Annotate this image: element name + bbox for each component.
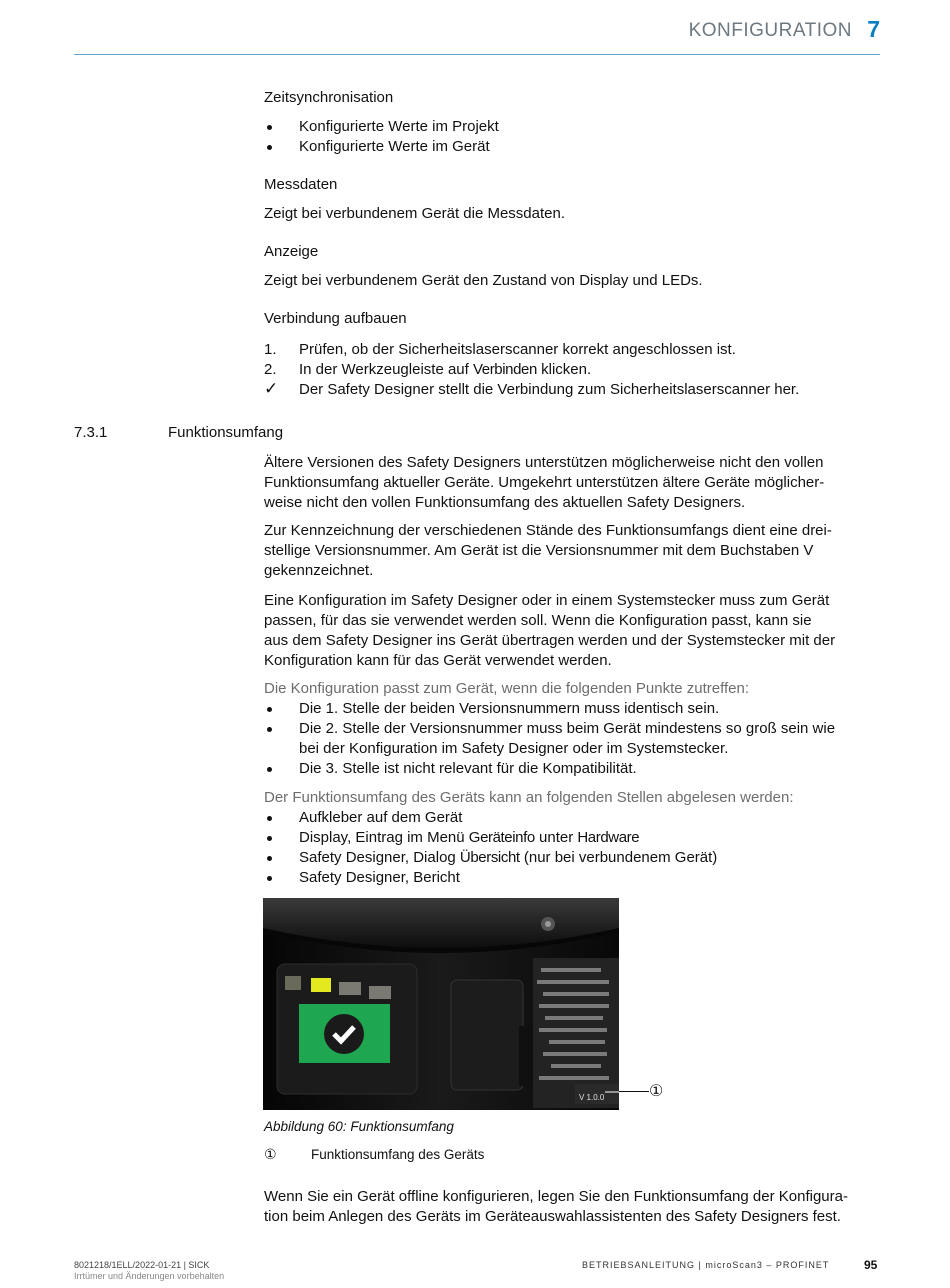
list-item: Die 1. Stelle der beiden Versionsnummern muss identisch sein. bbox=[264, 699, 880, 719]
heading-messdaten: Messdaten bbox=[264, 176, 338, 193]
list-item: Die 3. Stelle ist nicht relevant für die Kompatibilität. bbox=[264, 759, 880, 779]
section-title: Funktionsumfang bbox=[168, 424, 284, 441]
step-item: 1. Prüfen, ob der Sicherheitslaserscanner korrekt angeschlossen ist. bbox=[264, 341, 736, 358]
header-divider bbox=[74, 54, 880, 55]
checkmark-icon: ✓ bbox=[264, 379, 279, 398]
paragraph: Ältere Versionen des Safety Designers unterstützen möglicherweise nicht den vollen Funktionsumfang aktueller Geräte. Umgekehrt unterstützen ältere Geräte möglicher- weise nicht den vollen Funktionsumfang des aktuellen Safety Designers. bbox=[264, 454, 825, 511]
scanner-illustration bbox=[263, 898, 619, 1110]
paragraph: Zeigt bei verbundenem Gerät den Zustand von Display und LEDs. bbox=[264, 272, 703, 289]
heading-verbindung: Verbindung aufbauen bbox=[264, 310, 407, 327]
ui-term-uebersicht: Übersicht bbox=[459, 849, 520, 866]
list-item: Die 2. Stelle der Versionsnummer muss beim Gerät mindestens so groß sein wie bei der Konfiguration im Safety Designer oder im Systemstecker. bbox=[264, 719, 880, 759]
version-label: V 1.0.0 bbox=[579, 1093, 605, 1102]
legend-text: Funktionsumfang des Geräts bbox=[311, 1147, 485, 1162]
list-intro: Die Konfiguration passt zum Gerät, wenn die folgenden Punkte zutreffen: bbox=[264, 680, 750, 697]
chapter-title: KONFIGURATION bbox=[688, 20, 852, 41]
ui-term-hardware: Hardware bbox=[577, 829, 640, 846]
paragraph: Zur Kennzeichnung der verschiedenen Stände des Funktionsumfangs dient eine drei- stellige Versionsnummer. Am Gerät ist die Versionsnummer mit dem Buchstaben V gekennzeichnet. bbox=[264, 522, 832, 579]
ui-term-verbinden: Verbinden bbox=[472, 361, 537, 378]
bullet-icon bbox=[267, 707, 272, 712]
bullet-icon bbox=[267, 767, 272, 772]
bullet-icon bbox=[267, 816, 272, 821]
result-item: ✓ Der Safety Designer stellt die Verbindung zum Sicherheitslaserscanner her. bbox=[264, 379, 800, 398]
list-item: Display, Eintrag im Menü Geräteinfo unter Hardware bbox=[264, 828, 880, 848]
section-number: 7.3.1 bbox=[74, 424, 108, 441]
bullet-icon bbox=[267, 727, 272, 732]
bullet-icon bbox=[267, 856, 272, 861]
chapter-number: 7 bbox=[867, 16, 880, 42]
paragraph: Eine Konfiguration im Safety Designer oder in einem Systemstecker muss zum Gerät passen, für das sie verwendet werden soll. Wenn die Konfiguration passt, kann sie aus dem Safety Designer ins Gerät übertragen werden und der Systemstecker mit der Konfiguration kann für das Gerät verwendet werden. bbox=[264, 592, 836, 669]
bullet-icon bbox=[267, 876, 272, 881]
list-item: Konfigurierte Werte im Projekt bbox=[264, 117, 880, 137]
callout-line bbox=[619, 1091, 649, 1092]
footer-disclaimer: Irrtümer und Änderungen vorbehalten bbox=[74, 1271, 225, 1281]
footer-title: BETRIEBSANLEITUNG | microScan3 – PROFINET bbox=[582, 1260, 830, 1270]
led-icon bbox=[285, 976, 301, 990]
paragraph: Wenn Sie ein Gerät offline konfigurieren, legen Sie den Funktionsumfang der Konfigura- tion beim Anlegen des Geräts im Geräteauswahlassistenten des Safety Designers fest. bbox=[264, 1188, 848, 1225]
heading-zeitsync: Zeitsynchronisation bbox=[264, 89, 394, 106]
list-item: Konfigurierte Werte im Gerät bbox=[264, 137, 880, 157]
step-number: 1. bbox=[264, 341, 277, 358]
bullet-icon bbox=[267, 836, 272, 841]
ui-term-geraeteinfo: Geräteinfo bbox=[468, 829, 535, 846]
bullet-icon bbox=[267, 125, 272, 130]
list-item: Aufkleber auf dem Gerät bbox=[264, 808, 880, 828]
led-icon bbox=[311, 978, 331, 992]
page-number: 95 bbox=[864, 1258, 878, 1272]
led-icon bbox=[339, 982, 361, 995]
legend-marker: ① bbox=[264, 1146, 277, 1162]
heading-anzeige: Anzeige bbox=[264, 243, 319, 260]
step-item: 2. In der Werkzeugleiste auf Verbinden klicken. bbox=[264, 361, 592, 378]
device-photo bbox=[263, 898, 619, 1110]
list-item: Safety Designer, Dialog Übersicht (nur bei verbundenem Gerät) bbox=[264, 848, 880, 868]
figure-caption: Abbildung 60: Funktionsumfang bbox=[264, 1119, 454, 1134]
paragraph: Zeigt bei verbundenem Gerät die Messdaten. bbox=[264, 205, 566, 222]
footer-doc-id: 8021218/1ELL/2022-01-21 | SICK bbox=[74, 1260, 210, 1270]
led-icon bbox=[369, 986, 391, 999]
list-item: Safety Designer, Bericht bbox=[264, 868, 880, 888]
list-intro: Der Funktionsumfang des Geräts kann an folgenden Stellen abgelesen werden: bbox=[264, 789, 794, 806]
bullet-icon bbox=[267, 145, 272, 150]
step-number: 2. bbox=[264, 361, 277, 378]
callout-marker: ① bbox=[649, 1083, 664, 1100]
